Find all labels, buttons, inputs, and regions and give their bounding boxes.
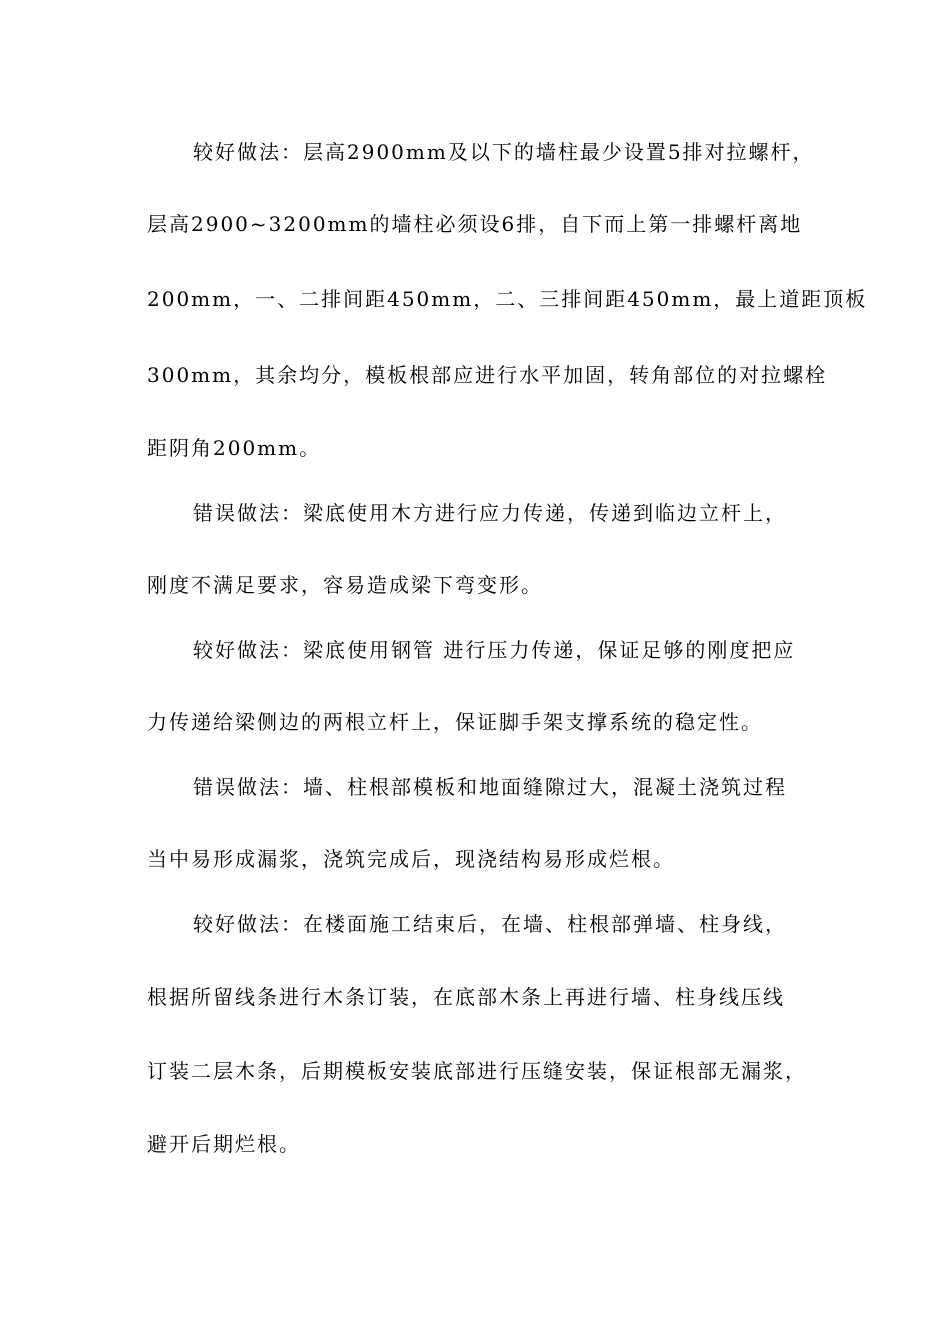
text-line: 距阴角200mm。: [147, 436, 322, 460]
text-line: 根据所留线条进行木条订装，在底部木条上再进行墙、柱身线压线: [147, 985, 785, 1009]
text-line: 避开后期烂根。: [147, 1132, 301, 1156]
text-line: 200mm，一、二排间距450mm，二、三排间距450mm，最上道距顶板: [147, 287, 868, 311]
text-line: 错误做法：墙、柱根部模板和地面缝隙过大，混凝土浇筑过程: [193, 775, 787, 799]
text-line: 刚度不满足要求，容易造成梁下弯变形。: [147, 573, 543, 597]
text-line: 订装二层木条，后期模板安装底部进行压缝安装，保证根部无漏浆，: [147, 1059, 807, 1083]
text-line: 当中易形成漏浆，浇筑完成后，现浇结构易形成烂根。: [147, 847, 675, 871]
text-line: 较好做法：层高2900mm及以下的墙柱最少设置5排对拉螺杆，: [193, 140, 815, 164]
text-line: 较好做法：在楼面施工结束后，在墙、柱根部弹墙、柱身线，: [193, 912, 787, 936]
text-line: 较好做法：梁底使用钢管 进行压力传递，保证足够的刚度把应: [193, 638, 796, 662]
text-line: 300mm，其余均分，模板根部应进行水平加固，转角部位的对拉螺栓: [147, 363, 828, 387]
text-line: 错误做法：梁底使用木方进行应力传递，传递到临边立杆上，: [193, 501, 787, 525]
text-line: 层高2900~3200mm的墙柱必须设6排，自下而上第一排螺杆离地: [147, 212, 803, 236]
text-line: 力传递给梁侧边的两根立杆上，保证脚手架支撑系统的稳定性。: [147, 710, 763, 734]
